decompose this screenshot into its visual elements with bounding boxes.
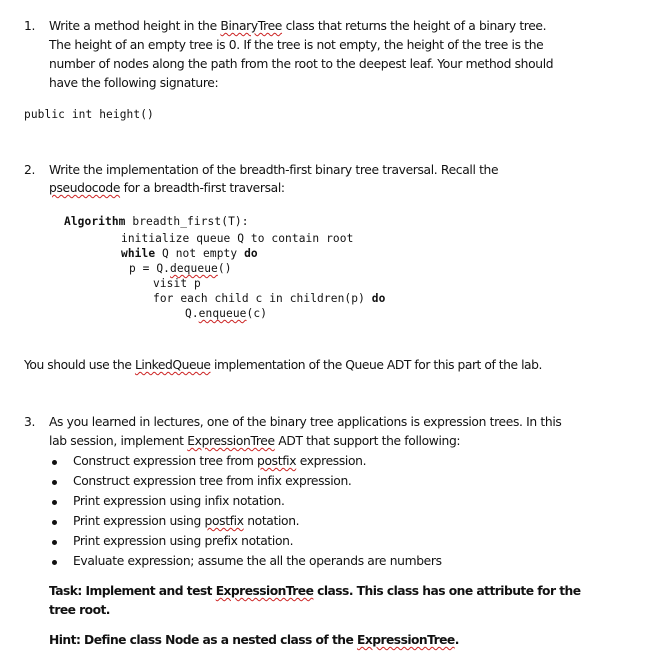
q1-line-2: The height of an empty tree is 0. If the tree is not empty, the height of the tree is the (49, 38, 544, 52)
hint-line (49, 633, 459, 647)
q1-method-signature: public int height() (24, 108, 154, 121)
q1-number: 1. (24, 19, 36, 33)
algo-line-4-c: () (217, 262, 232, 275)
expressiontree-term: ExpressionTree (357, 633, 455, 647)
q3-line-2-c: ADT that support the following: (274, 434, 461, 448)
task-line-2: tree root. (49, 603, 110, 617)
bullet-dot (52, 560, 57, 565)
algo-keyword-for: for (153, 292, 174, 305)
task-a: Task: Implement and test (49, 584, 216, 598)
list-item-text: notation. (243, 514, 300, 528)
list-item-text: Evaluate expression; assume the all the operands are numbers (73, 554, 442, 568)
algo-line-7-a: Q. (185, 307, 199, 320)
list-item-text: expression. (296, 454, 367, 468)
algo-line-4-a: p = Q. (129, 262, 171, 275)
q1-line-4: have the following signature: (49, 76, 219, 90)
bullet-dot (52, 520, 57, 525)
q3-line-2 (49, 434, 460, 448)
algo-keyword-do: do (244, 247, 258, 260)
algo-keyword-while: while (121, 247, 156, 260)
q2-note-a: You should use the (24, 358, 135, 372)
list-item-text: Print expression using prefix notation. (73, 534, 294, 548)
pseudocode-term: pseudocode (49, 181, 121, 195)
algo-line-4 (129, 262, 232, 275)
q1-line-1-text-c: class that returns the height of a binary tree. (282, 19, 547, 33)
q3-line-2-a: lab session, implement (49, 434, 188, 448)
dequeue-term: dequeue (170, 262, 218, 275)
list-item (73, 454, 366, 468)
list-item (73, 474, 351, 488)
algo-keyword-do-2: do (371, 292, 386, 305)
q2-line-2-text-b: for a breadth-first traversal: (120, 181, 285, 195)
q2-note (24, 358, 542, 372)
q1-line-3: number of nodes along the path from the root to the deepest leaf. Your method should (49, 57, 554, 71)
q1-line-1-text-a: Write a method height in the (49, 19, 221, 33)
algo-line-5: visit p (153, 277, 201, 290)
linkedqueue-term: LinkedQueue (134, 358, 211, 372)
bullet-dot (52, 500, 57, 505)
hint-a: Hint: Define class Node as a nested class of the (49, 633, 358, 647)
list-item-text: Print expression using infix notation. (73, 494, 285, 508)
algo-keyword-algorithm: Algorithm (64, 215, 126, 228)
algo-line-1 (64, 215, 249, 228)
algo-line-1-rest: breadth_first(T): (125, 215, 249, 228)
q2-note-c: implementation of the Queue ADT for this part of the lab. (210, 358, 542, 372)
list-item (73, 494, 285, 508)
hint-c: . (454, 633, 459, 647)
postfix-term: postfix (257, 454, 297, 468)
list-item (73, 514, 299, 528)
task-c: class. This class has one attribute for the (313, 584, 581, 598)
algo-line-3 (121, 247, 258, 260)
expressiontree-term: ExpressionTree (187, 434, 275, 448)
list-item (73, 534, 293, 548)
algo-line-7 (185, 307, 267, 320)
list-item-text: Construct expression tree from infix expression. (73, 474, 352, 488)
algo-line-3-rest: Q not empty (155, 247, 245, 260)
algo-line-2: initialize queue Q to contain root (121, 232, 354, 245)
algo-line-6 (153, 292, 385, 305)
list-item-text: Print expression using (73, 514, 205, 528)
bullet-dot (52, 460, 57, 465)
algo-line-6-rest: each child c in children(p) (173, 292, 372, 305)
q3-number: 3. (24, 415, 36, 429)
list-item (73, 554, 442, 568)
postfix-term: postfix (204, 514, 244, 528)
bullet-dot (52, 480, 57, 485)
bullet-dot (52, 540, 57, 545)
q2-number: 2. (24, 163, 36, 177)
binarytree-term: BinaryTree (220, 19, 283, 33)
list-item-text: Construct expression tree from (73, 454, 258, 468)
enqueue-term: enqueue (198, 307, 247, 320)
q3-line-1: As you learned in lectures, one of the binary tree applications is expression trees. In this (49, 415, 562, 429)
task-line-1 (49, 584, 581, 598)
q2-line-2 (49, 181, 285, 195)
algo-line-7-c: (c) (246, 307, 268, 320)
expressiontree-term: ExpressionTree (215, 584, 314, 598)
q2-line-1: Write the implementation of the breadth-first binary tree traversal. Recall the (49, 163, 499, 177)
q1-line-1 (49, 19, 546, 33)
